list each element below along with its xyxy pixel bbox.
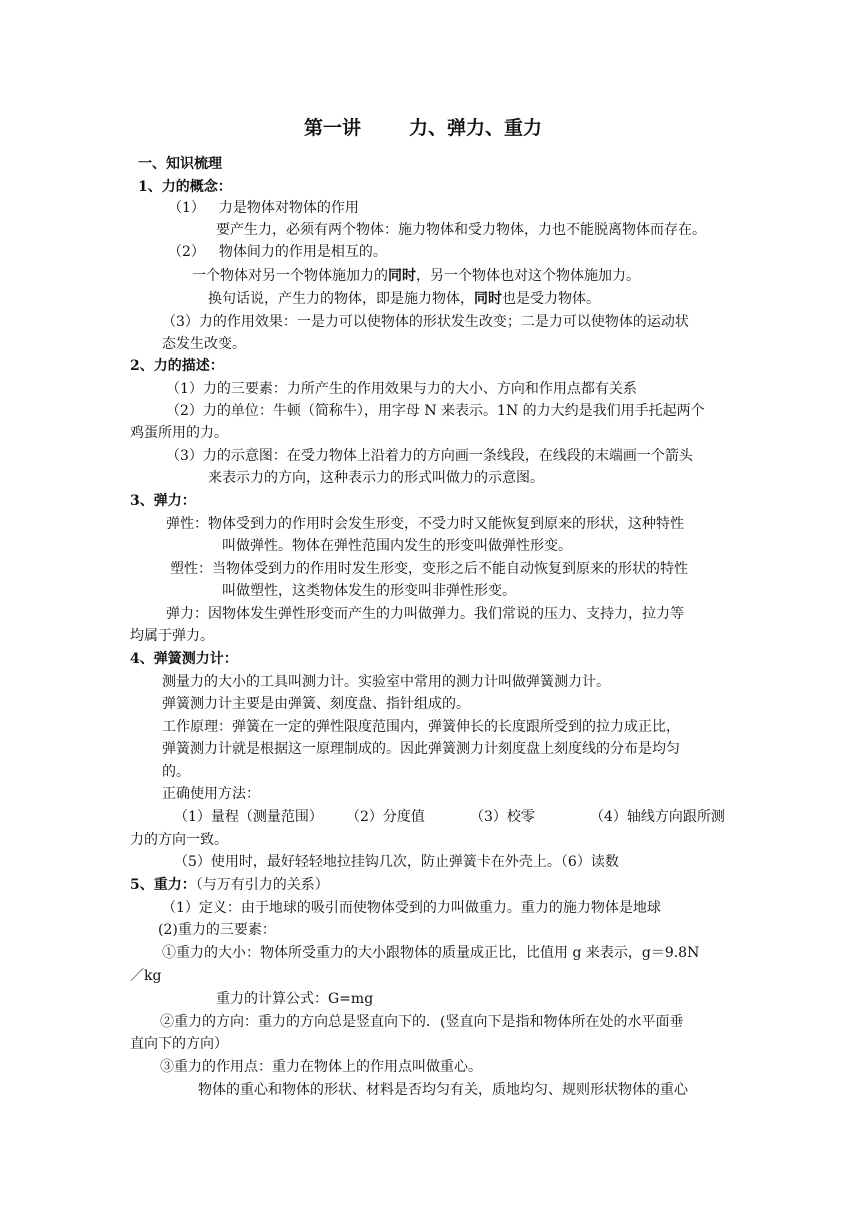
paragraph: 鸡蛋所用的力。: [130, 425, 228, 441]
heading-elastic-force: 3、弹力：: [130, 493, 196, 509]
paragraph: 工作原理：弹簧在一定的弹性限度范围内，弹簧伸长的长度跟所受到的拉力成正比，: [162, 719, 680, 735]
paragraph: 测量力的大小的工具叫测力计。实验室中常用的测力计叫做弹簧测力计。: [162, 674, 610, 690]
paragraph: 来表示力的方向，这种表示力的形式叫做力的示意图。: [208, 470, 544, 486]
paragraph: （3）力的作用效果：一是力可以使物体的形状发生改变；二是力可以使物体的运动状: [162, 314, 689, 330]
paragraph: （2） 物体间力的作用是相互的。: [168, 244, 387, 260]
paragraph: 弹性：物体受到力的作用时会发生形变，不受力时又能恢复到原来的形状，这种特性: [166, 516, 684, 532]
paragraph: 弹簧测力计就是根据这一原理制成的。因此弹簧测力计刻度盘上刻度线的分布是均匀: [162, 741, 680, 757]
paragraph: ②重力的方向：重力的方向总是竖直向下的．(竖直向下是指和物体所在处的水平面垂: [160, 1014, 684, 1030]
paragraph: 叫做塑性，这类物体发生的形变叫非弹性形变。: [222, 583, 516, 599]
paragraph: 弹簧测力计主要是由弹簧、刻度盘、指针组成的。: [162, 696, 470, 712]
heading-force-description: 2、力的描述：: [130, 358, 224, 374]
paragraph: 弹力：因物体发生弹性形变而产生的力叫做弹力。我们常说的压力、支持力，拉力等: [166, 606, 684, 622]
paragraph: （5）使用时，最好轻轻地拉挂钩几次，防止弹簧卡在外壳上。（6）读数: [174, 854, 619, 870]
paragraph: 一个物体对另一个物体施加力的同时，另一个物体也对这个物体施加力。: [192, 268, 640, 284]
heading-gravity: 5、重力：（与万有引力的关系）: [130, 877, 329, 893]
paragraph: （1） 力是物体对物体的作用: [168, 200, 359, 216]
paragraph: （1）力的三要素：力所产生的作用效果与力的大小、方向和作用点都有关系: [166, 381, 637, 397]
heading-spring-scale: 4、弹簧测力计：: [130, 651, 238, 667]
formula: 重力的计算公式：G=mg: [216, 991, 374, 1007]
paragraph: （1）定义：由于地球的吸引而使物体受到的力叫做重力。重力的施力物体是地球: [162, 900, 661, 916]
usage-item: （3）校零: [470, 809, 535, 825]
usage-item: （1）量程（测量范围）: [174, 809, 323, 825]
paragraph: 直向下的方向）: [130, 1036, 228, 1052]
usage-item: （4）轴线方向跟所测: [590, 809, 725, 825]
paragraph: ／kg: [130, 968, 162, 984]
paragraph: 换句话说，产生力的物体，即是施力物体，同时也是受力物体。: [208, 291, 600, 307]
section-heading: 一、知识梳理: [138, 156, 222, 172]
paragraph: 态发生改变。: [162, 336, 246, 352]
title-sub: 力、弹力、重力: [409, 117, 543, 139]
paragraph: (2)重力的三要素：: [158, 922, 276, 938]
paragraph: ①重力的大小：物体所受重力的大小跟物体的质量成正比，比值用 g 来表示，g＝9.8N: [162, 945, 700, 961]
paragraph: 塑性：当物体受到力的作用时发生形变，变形之后不能自动恢复到原来的形状的特性: [170, 561, 688, 577]
paragraph: （2）力的单位：牛顿（简称牛），用字母 N 来表示。1N 的力大约是我们用手托起两个: [166, 403, 705, 419]
paragraph: 要产生力，必须有两个物体：施力物体和受力物体，力也不能脱离物体而存在。: [216, 222, 706, 238]
paragraph: 正确使用方法：: [162, 786, 260, 802]
paragraph: 力的方向一致。: [130, 832, 228, 848]
title-main: 第一讲: [304, 117, 362, 139]
paragraph: ③重力的作用点：重力在物体上的作用点叫做重心。: [160, 1059, 482, 1075]
paragraph: 物体的重心和物体的形状、材料是否均匀有关，质地均匀、规则形状物体的重心: [198, 1082, 688, 1098]
paragraph: 均属于弹力。: [130, 628, 214, 644]
paragraph: （3）力的示意图：在受力物体上沿着力的方向画一条线段，在线段的末端画一个箭头: [166, 448, 693, 464]
page-title: [304, 118, 542, 138]
heading-force-concept: 1、力的概念：: [138, 179, 232, 195]
paragraph: 的。: [162, 764, 190, 780]
paragraph: 叫做弹性。物体在弹性范围内发生的形变叫做弹性形变。: [222, 538, 572, 554]
usage-item: （2）分度值: [346, 809, 425, 825]
